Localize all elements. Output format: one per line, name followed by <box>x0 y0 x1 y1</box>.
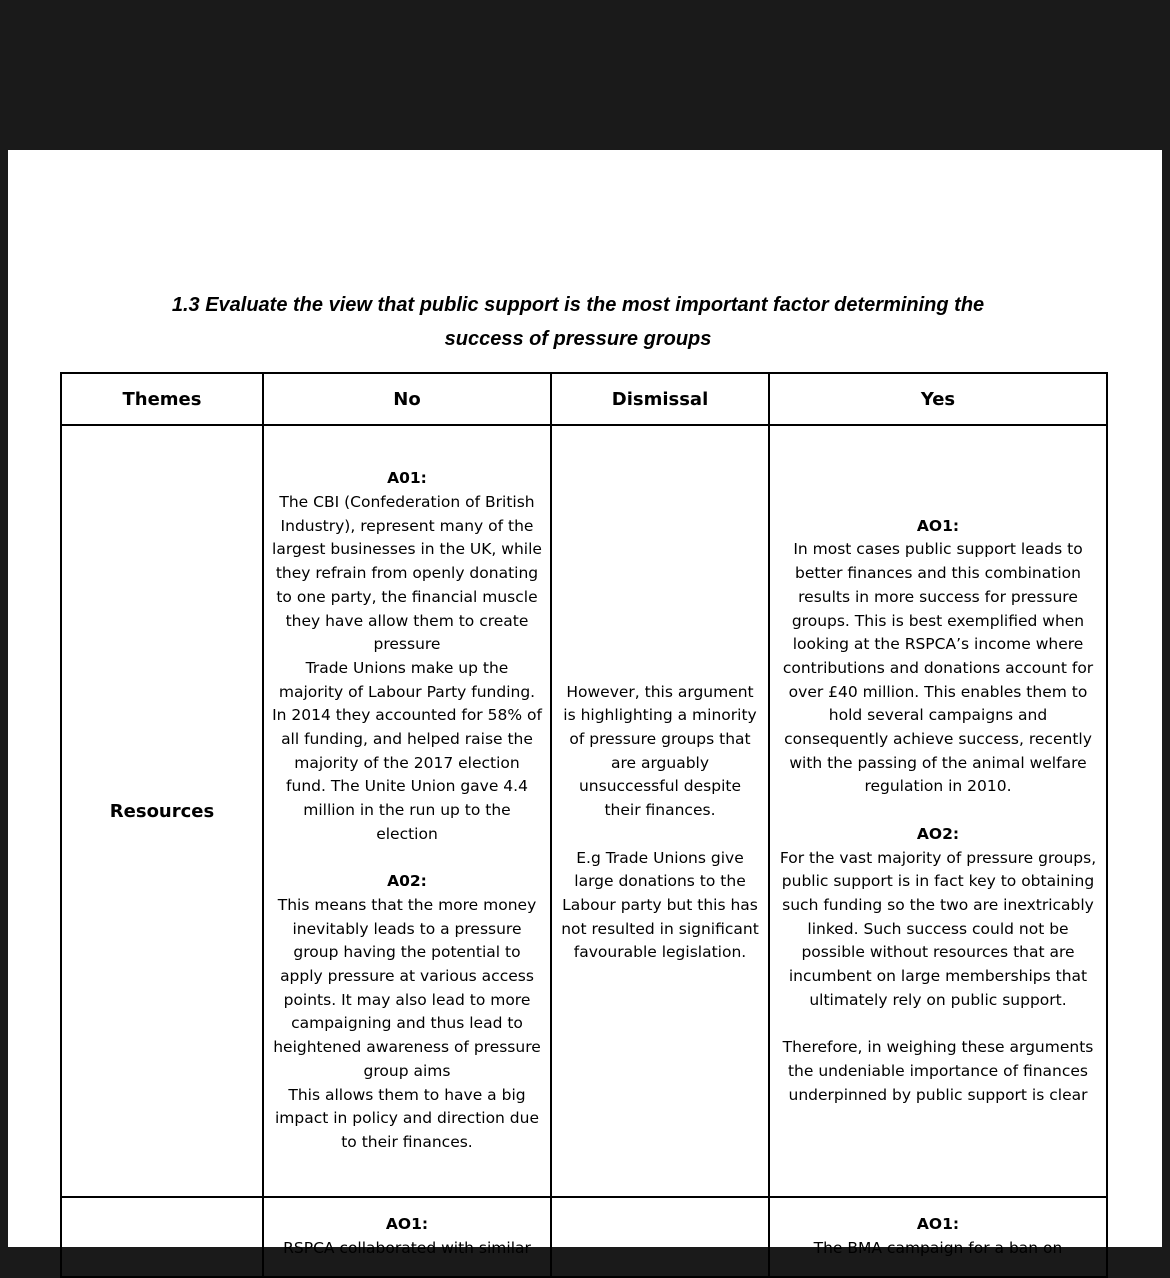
table-row-next <box>61 1197 1107 1277</box>
question-title-line-1: 1.3 Evaluate the view that public support is the most important factor determining the <box>171 294 985 316</box>
yes-cell-next <box>769 1197 1107 1277</box>
header-yes: Yes <box>769 373 1107 425</box>
no-cell-next <box>263 1197 551 1277</box>
yes-paragraph-public-support: For the vast majority of pressure groups, public support is in fact key to obtaining such funding so the two are inextricably linked. Such success could not be possible without resources that are incumbent on large memberships that ultimately rely on public support. <box>779 848 1097 1009</box>
dismissal-cell-resources <box>551 425 769 1197</box>
theme-cell-next <box>61 1197 263 1277</box>
no-cell-resources <box>263 425 551 1197</box>
no-paragraph-trade-unions: Trade Unions make up the majority of Labour Party funding. In 2014 they accounted for 58% of all funding, and helped raise the majority of the 2017 election fund. The Unite Union gave 4.4 million in the run up to the election <box>272 658 542 843</box>
essay-plan-table <box>60 372 1108 1278</box>
no-heading-ao1: A01: <box>387 469 427 488</box>
yes-paragraph-bma-next: The BMA campaign for a ban on <box>813 1239 1063 1257</box>
header-themes: Themes <box>61 373 263 425</box>
no-heading-ao1-next: AO1: <box>385 1215 429 1234</box>
no-heading-ao2: A02: <box>387 872 427 891</box>
dark-top-bar <box>0 0 1170 150</box>
header-row <box>61 373 1107 425</box>
dismissal-paragraph-trade-unions: E.g Trade Unions give large donations to the Labour party but this has not resulted in significant favourable legislation. <box>561 848 759 962</box>
yes-heading-ao1-next: AO1: <box>916 1215 960 1234</box>
document-page <box>8 150 1162 1257</box>
dismissal-cell-next <box>551 1197 769 1277</box>
header-dismissal: Dismissal <box>551 373 769 425</box>
theme-cell-resources: Resources <box>61 425 263 1197</box>
no-paragraph-cbi: The CBI (Confederation of British Industry), represent many of the largest businesses in the UK, while they refrain from openly donating to one party, the financial muscle they have allow them to create pressure <box>272 493 542 654</box>
no-paragraph-rspca-next: RSPCA collaborated with similar <box>283 1239 531 1257</box>
header-no: No <box>263 373 551 425</box>
yes-heading-ao2: AO2: <box>916 824 960 843</box>
yes-paragraph-conclusion: Therefore, in weighing these arguments the undeniable importance of finances underpinned by public support is clear <box>782 1038 1094 1104</box>
yes-heading-ao1: AO1: <box>916 516 960 535</box>
question-title-line-2: success of pressure groups <box>444 328 712 350</box>
yes-cell-resources <box>769 425 1107 1197</box>
yes-paragraph-rspca: In most cases public support leads to better finances and this combination results in more success for pressure groups. This is best exemplified when looking at the RSPCA’s income where contributions and donations account for over £40 million. This enables them to hold several campaigns and consequently achieve success, recently with the passing of the animal welfare regulation in 2010. <box>782 540 1094 796</box>
question-title <box>8 288 1162 356</box>
table-row-resources <box>61 425 1107 1197</box>
no-paragraph-impact: This allows them to have a big impact in policy and direction due to their finances. <box>274 1085 540 1151</box>
dismissal-paragraph-minority: However, this argument is highlighting a minority of pressure groups that are arguably unsuccessful despite their finances. <box>563 682 757 820</box>
no-paragraph-money: This means that the more money inevitably leads to a pressure group having the potential to apply pressure at various access points. It may also lead to more campaigning and thus lead to heightened awareness of pressure group aims <box>273 895 541 1080</box>
